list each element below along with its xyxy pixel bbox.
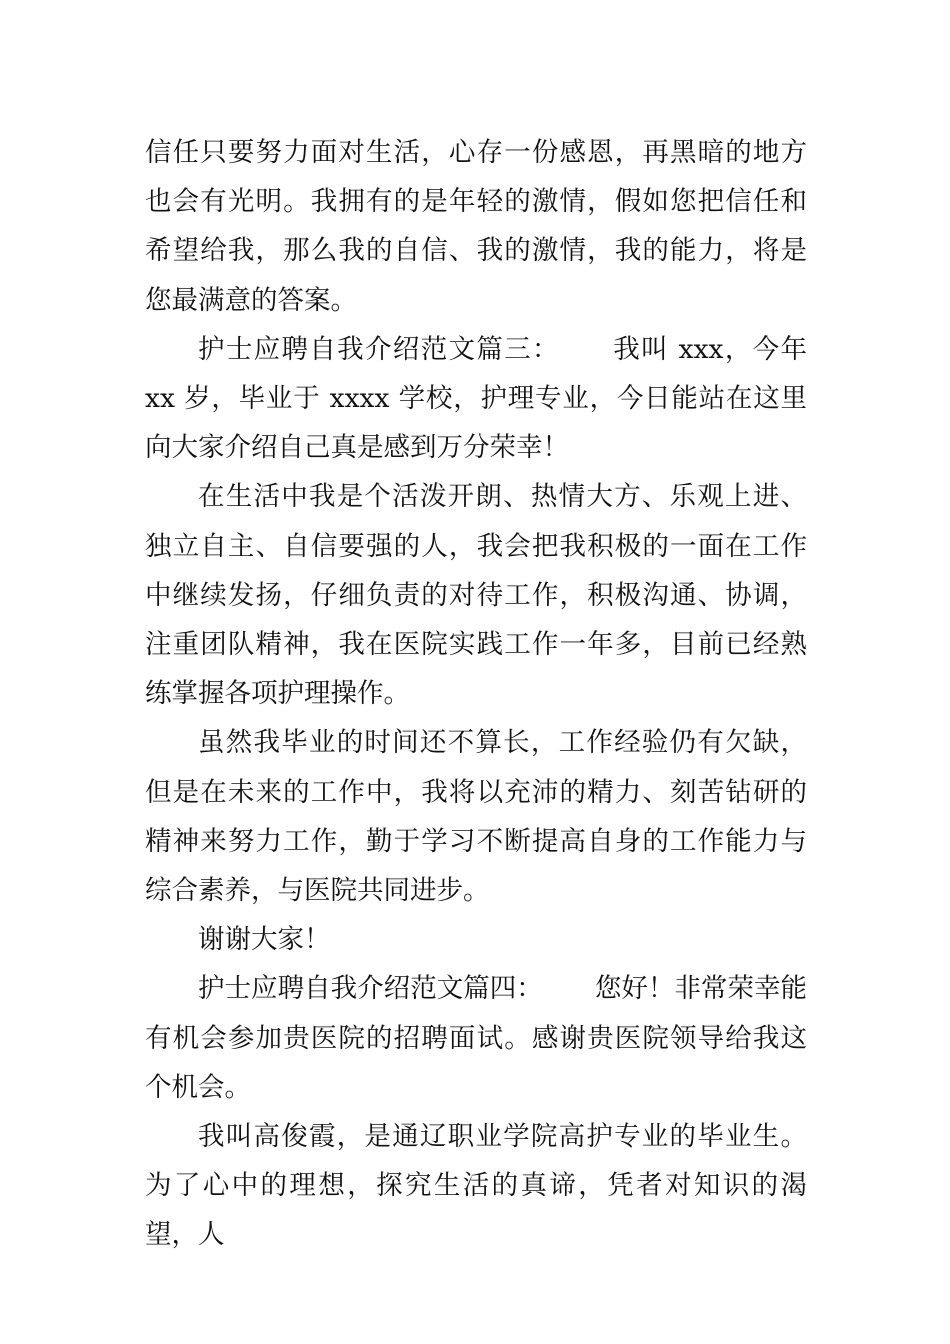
paragraph-1-text: 信任只要努力面对生活，心存一份感恩，再黑暗的地方也会有光明。我拥有的是年轻的激情，假如您把信任和希望给我，那么我的自信、我的激情，我的能力，将是您最满意的答案。	[145, 137, 807, 316]
paragraph-1	[145, 128, 807, 325]
paragraph-5	[145, 915, 807, 964]
paragraph-4	[145, 718, 807, 915]
paragraph-2-text: 我叫 xxx，今年 xx 岁，毕业于 xxxx 学校，护理专业，今日能站在这里向大家介绍自己真是感到万分荣幸！	[145, 333, 808, 464]
paragraph-3-text: 在生活中我是个活泼开朗、热情大方、乐观上进、独立自主、自信要强的人，我会把我积极的一面在工作中继续发扬，仔细负责的对待工作，积极沟通、协调，注重团队精神，我在医院实践工作一年多，目前已经熟练掌握各项护理操作。	[145, 481, 807, 710]
section-heading-4: 护士应聘自我介绍范文篇四：	[198, 973, 543, 1005]
paragraph-7-text: 我叫高俊霞，是通辽职业学院高护专业的毕业生。为了心中的理想，探究生活的真谛，凭者对知识的渴望，人	[145, 1121, 807, 1251]
paragraph-6	[145, 964, 807, 1112]
paragraph-2	[145, 325, 807, 473]
paragraph-3	[145, 472, 807, 718]
document-body	[145, 128, 807, 1260]
paragraph-6-text: 您好！非常荣幸能有机会参加贵医院的招聘面试。感谢贵医院领导给我这个机会。	[145, 973, 808, 1103]
paragraph-5-text: 谢谢大家！	[198, 924, 331, 956]
paragraph-4-text: 虽然我毕业的时间还不算长，工作经验仍有欠缺，但是在未来的工作中，我将以充沛的精力、刻苦钻研的精神来努力工作，勤于学习不断提高自身的工作能力与综合素养，与医院共同进步。	[145, 727, 807, 907]
section-heading-3: 护士应聘自我介绍范文篇三：	[198, 333, 560, 365]
paragraph-7	[145, 1112, 807, 1260]
